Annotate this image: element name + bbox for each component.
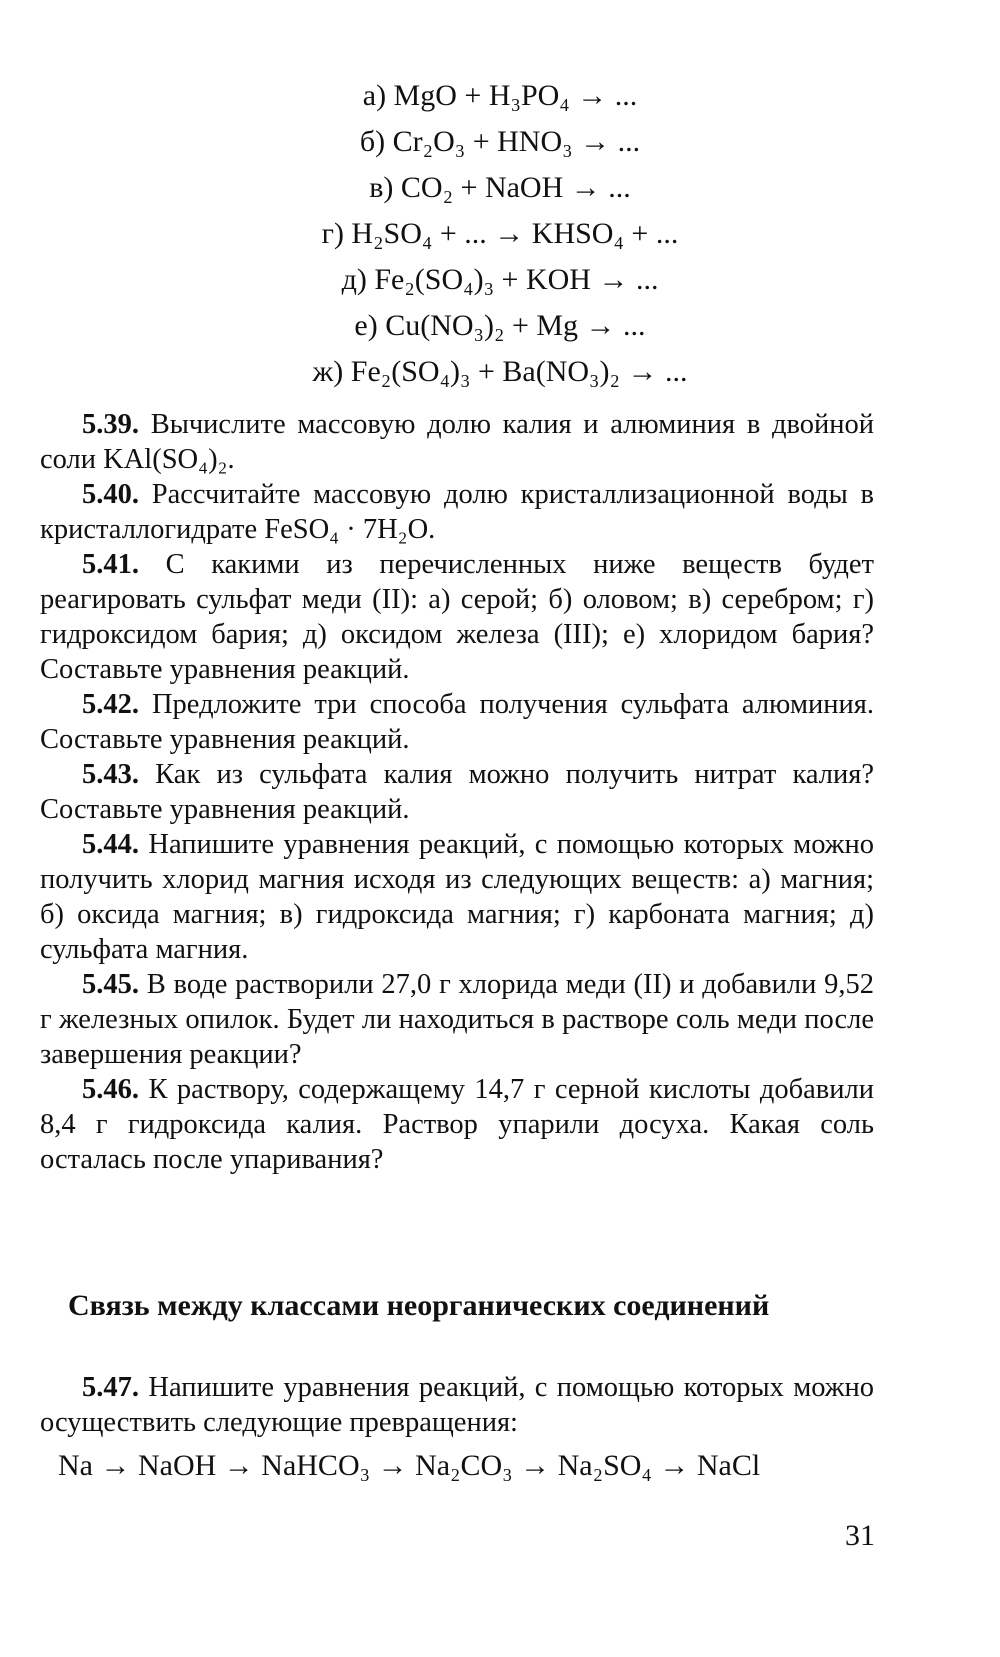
equation-zh: ж) Fe₂(SO₄)₃ + Ba(NO₃)₂ → ... xyxy=(312,355,688,388)
section-heading: Связь между классами неорганических соединений xyxy=(68,1289,770,1322)
equation-a: а) MgO + H₃PO₄ → ... xyxy=(362,79,638,112)
equation-e: е) Cu(NO₃)₂ + Mg → ... xyxy=(354,309,646,342)
task-5-45: 5.45. В воде растворили 27,0 г хлорида меди (II) и добавили 9,52 г железных опилок. Будет ли находиться в растворе соль меди после завершения реакции? xyxy=(40,969,874,1070)
equation-b: б) Cr₂O₃ + HNO₃ → ... xyxy=(359,125,641,158)
task-5-47: 5.47. Напишите уравнения реакций, с помощью которых можно осуществить следующие превращения: xyxy=(40,1372,875,1438)
task-5-39: 5.39. Вычислите массовую долю калия и алюминия в двойной соли KAl(SO₄)₂. xyxy=(40,409,874,475)
transformation-chain: Na → NaOH → NaHCO₃ → Na₂CO₃ → Na₂SO₄ → NaCl xyxy=(58,1449,761,1482)
task-5-41: 5.41. С какими из перечисленных ниже веществ будет реагировать сульфат меди (II): а) серой; б) оловом; в) серебром; г) гидроксидом бария; д) оксидом железа (III); е) хлоридом бария? Составьте уравнения реакций. xyxy=(40,549,875,685)
task-5-42: 5.42. Предложите три способа получения сульфата алюминия. Составьте уравнения реакций. xyxy=(40,689,874,755)
equation-d: д) Fe₂(SO₄)₃ + KOH → ... xyxy=(341,263,659,296)
task-5-44: 5.44. Напишите уравнения реакций, с помощью которых можно получить хлорид магния исходя из следующих веществ: а) магния; б) оксида магния; в) гидроксида магния; г) карбоната магния; д) сульфата магния. xyxy=(40,829,875,965)
page-number: 31 xyxy=(845,1519,875,1552)
equation-v: в) CO₂ + NaOH → ... xyxy=(369,171,631,204)
task-5-43: 5.43. Как из сульфата калия можно получить нитрат калия? Составьте уравнения реакций. xyxy=(40,759,874,825)
task-5-40: 5.40. Рассчитайте массовую долю кристаллизационной воды в кристаллогидрате FeSO₄ · 7H₂O. xyxy=(40,479,875,545)
task-5-46: 5.46. К раствору, содержащему 14,7 г серной кислоты добавили 8,4 г гидроксида калия. Раствор упарили досуха. Какая соль осталась после упаривания? xyxy=(40,1074,874,1175)
equation-g: г) H₂SO₄ + ... → KHSO₄ + ... xyxy=(321,217,679,250)
